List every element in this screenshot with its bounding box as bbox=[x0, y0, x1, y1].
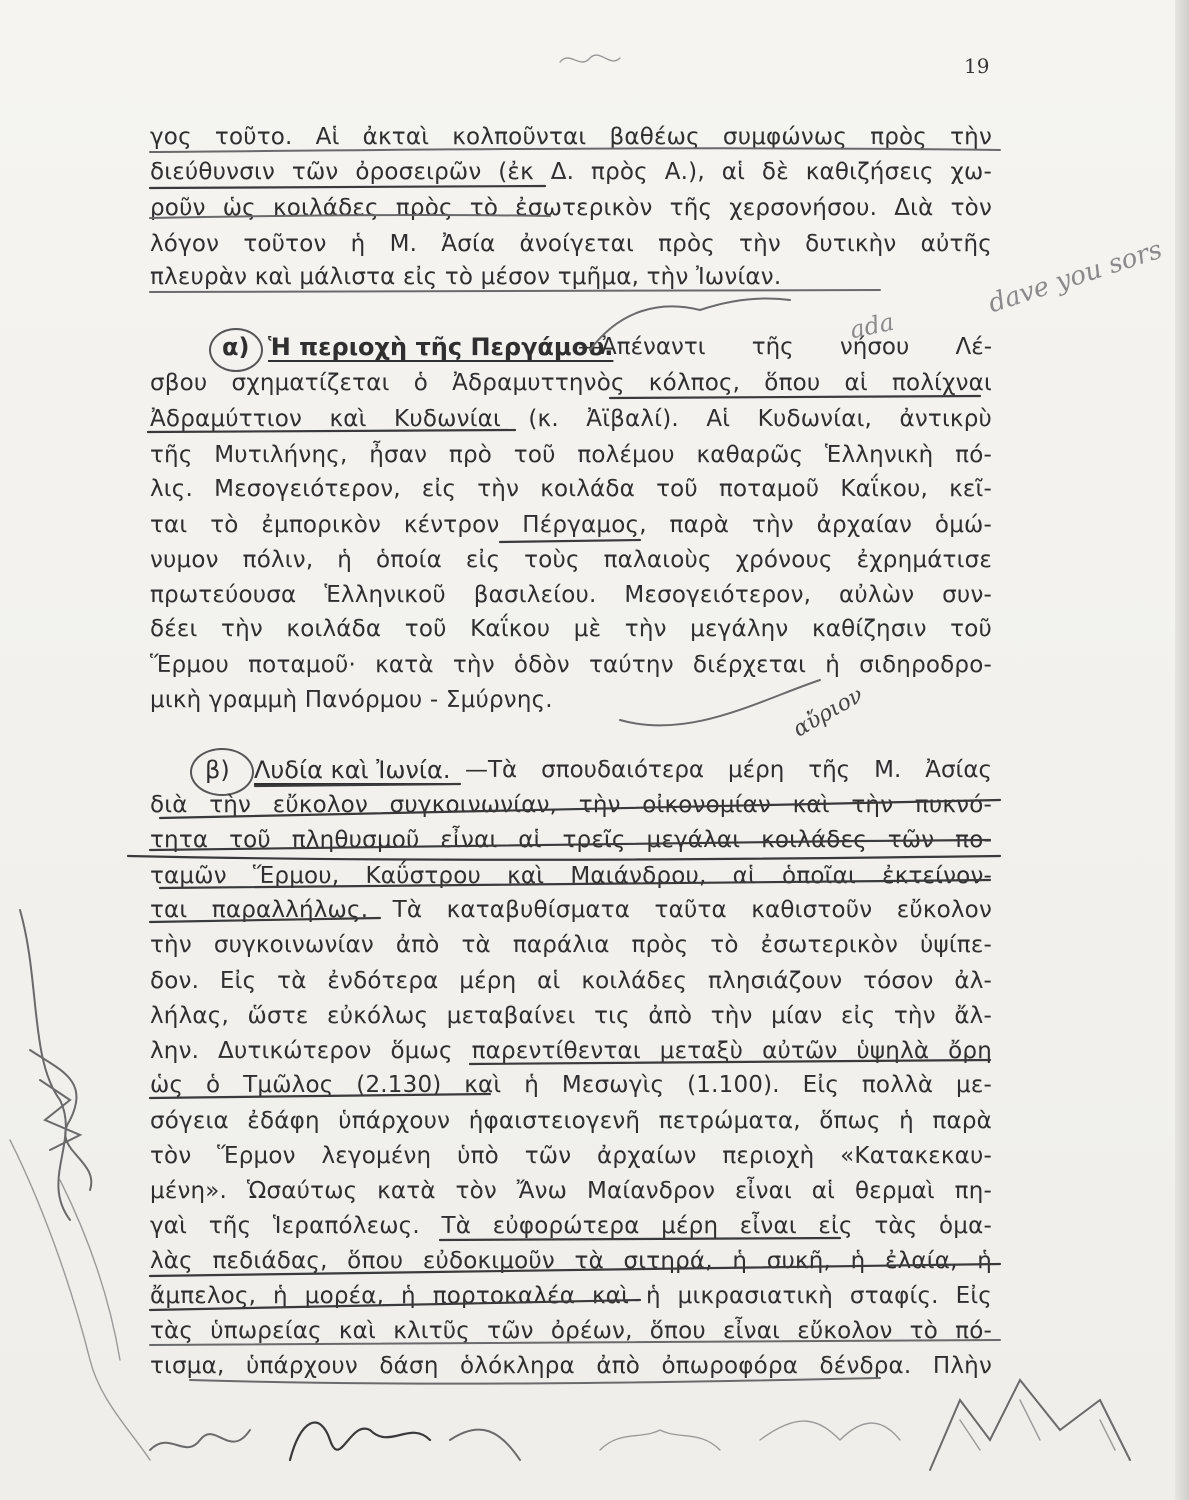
page-number: 19 bbox=[964, 54, 990, 78]
section-a-title: Ἡ περιοχὴ τῆς Περγάμου. bbox=[268, 333, 614, 361]
underline-stroke bbox=[150, 290, 880, 292]
mountain-doodle bbox=[960, 1400, 1115, 1450]
underline-stroke bbox=[150, 918, 380, 922]
pencil-scribble bbox=[620, 680, 820, 725]
text-line: τισμα, ὑπάρχουν δάση ὁλόκληρα ἀπὸ ὀπωροφόρα δένδρα. Πλὴν bbox=[150, 1353, 992, 1379]
text-line: Ἀδραμύττιον καὶ Κυδωνίαι (κ. Ἀϊβαλί). Αἱ Κυδωνίαι, ἀντικρὺ bbox=[150, 406, 992, 432]
pencil-scribble bbox=[60, 1180, 120, 1360]
underline-stroke bbox=[610, 396, 980, 398]
underline-stroke bbox=[148, 430, 515, 432]
text-line: τητα τοῦ πληθυσμοῦ εἶναι αἱ τρεῖς μεγάλαι κοιλάδες τῶν πο- bbox=[150, 827, 992, 853]
section-a-first-line: —Ἀπέναντι τῆς νήσου Λέ- bbox=[578, 334, 992, 360]
pencil-scribble bbox=[450, 1430, 520, 1460]
pencil-scribble bbox=[560, 55, 620, 62]
handwritten-margin-note: dave you sors bbox=[984, 234, 1166, 320]
text-line: τὸν Ἕρμον λεγομένη ὑπὸ τῶν ἀρχαίων περιοχὴ «Κατακεκαυ- bbox=[150, 1143, 992, 1169]
underline-stroke bbox=[128, 856, 1000, 860]
pencil-scribble bbox=[290, 1423, 430, 1460]
underline-stroke bbox=[150, 1300, 640, 1310]
text-line: λήλας, ὥστε εὐκόλως μεταβαίνει τις ἀπὸ τὴν μίαν εἰς τὴν ἄλ- bbox=[150, 1003, 992, 1029]
handwritten-note-ada: ada bbox=[847, 307, 897, 345]
section-b-first-line: —Τὰ σπουδαιότερα μέρη τῆς Μ. Ἀσίας bbox=[465, 757, 992, 783]
section-b-marker: β) bbox=[205, 756, 230, 784]
text-line: τῆς Μυτιλήνης, ἦσαν πρὸ τοῦ πολέμου καθαρῶς Ἑλληνικὴ πό- bbox=[150, 442, 992, 468]
text-line: γαὶ τῆς Ἱεραπόλεως. Τὰ εὐφορώτερα μέρη εἶναι εἰς τὰς ὁμα- bbox=[150, 1213, 992, 1239]
text-line: μένη». Ὡσαύτως κατὰ τὸν Ἄνω Μαίανδρον εἶναι αἱ θερμαὶ πη- bbox=[150, 1178, 992, 1204]
text-line: τὴν συγκοινωνίαν ἀπὸ τὰ παράλια πρὸς τὸ ἐσωτερικὸν ὑψίπε- bbox=[150, 932, 992, 958]
section-b-title: Λυδία καὶ Ἰωνία. bbox=[254, 756, 451, 784]
underline-stroke bbox=[470, 1060, 990, 1064]
text-line: δον. Εἰς τὰ ἐνδότερα μέρη αἱ κοιλάδες πλησιάζουν τόσον ἀλ- bbox=[150, 968, 992, 994]
underline-stroke bbox=[150, 1340, 1000, 1345]
mountain-doodle bbox=[930, 1380, 1130, 1470]
pencil-scribble bbox=[590, 298, 790, 350]
text-line: πλευρὰν καὶ μάλιστα εἰς τὸ μέσον τμῆμα, τὴν Ἰωνίαν. bbox=[150, 264, 782, 290]
text-line: ται τὸ ἐμπορικὸν κέντρον Πέργαμος, παρὰ τὴν ἀρχαίαν ὁμώ- bbox=[150, 512, 992, 538]
text-line: ὡς ὁ Τμῶλος (2.130) καὶ ἡ Μεσωγὶς (1.100). Εἰς πολλὰ με- bbox=[150, 1072, 992, 1098]
text-line: τὰς ὑπωρείας καὶ κλιτῦς τῶν ὀρέων, ὅπου εἶναι εὔκολον τὸ πό- bbox=[150, 1318, 992, 1344]
mountain-doodle bbox=[600, 1430, 720, 1450]
underline-stroke bbox=[255, 784, 460, 786]
underline-stroke bbox=[150, 215, 550, 218]
pencil-scribble bbox=[20, 910, 70, 1220]
text-line: διὰ τὴν εὔκολον συγκοινωνίαν, τὴν οἰκονομίαν καὶ τὴν πυκνό- bbox=[150, 792, 992, 818]
underline-stroke bbox=[150, 1094, 490, 1098]
underline-stroke bbox=[150, 1264, 1000, 1276]
underline-stroke bbox=[150, 840, 990, 850]
text-line: σβου σχηματίζεται ὁ Ἀδραμυττηνὸς κόλπος, ὅπου αἱ πολίχναι bbox=[150, 370, 992, 396]
underline-stroke bbox=[440, 1238, 840, 1240]
pencil-scribble bbox=[40, 1080, 80, 1150]
underline-stroke bbox=[190, 1378, 880, 1384]
text-line: Ἕρμου ποταμοῦ· κατὰ τὴν ὁδὸν ταύτην διέρχεται ἡ σιδηροδρο- bbox=[150, 652, 992, 678]
text-line: ται παραλλήλως. Τὰ καταβυθίσματα ταῦτα καθιστοῦν εὔκολον bbox=[150, 897, 992, 923]
text-line: ροῦν ὡς κοιλάδες πρὸς τὸ ἐσωτερικὸν τῆς χερσονήσου. Διὰ τὸν bbox=[150, 195, 992, 221]
text-line: λην. Δυτικώτερον ὅμως παρεντίθενται μεταξὺ αὐτῶν ὑψηλὰ ὄρη bbox=[150, 1038, 992, 1064]
text-line: ταμῶν Ἕρμου, Καΰστρου καὶ Μαιάνδρου, αἱ ὁποῖαι ἐκτείνον- bbox=[150, 863, 992, 889]
handwritten-note-avrion: αὔριον bbox=[788, 682, 868, 743]
text-line: γος τοῦτο. Αἱ ἀκταὶ κολποῦνται βαθέως συμφώνως πρὸς τὴν bbox=[150, 124, 992, 150]
text-line: ἄμπελος, ἡ μορέα, ἡ πορτοκαλέα καὶ ἡ μικρασιατικὴ σταφίς. Εἰς bbox=[150, 1283, 992, 1309]
pencil-scribble bbox=[150, 1430, 250, 1450]
underline-stroke bbox=[160, 800, 1000, 818]
text-line: λὰς πεδιάδας, ὅπου εὐδοκιμοῦν τὰ σιτηρά, ἡ συκῆ, ἡ ἐλαία, ἡ bbox=[150, 1248, 992, 1274]
text-line: διεύθυνσιν τῶν ὀροσειρῶν (ἐκ Δ. πρὸς Α.), αἱ δὲ καθιζήσεις χω- bbox=[150, 159, 992, 185]
text-line: σόγεια ἐδάφη ὑπάρχουν ἡφαιστειογενῆ πετρώματα, ὅπως ἡ παρὰ bbox=[150, 1108, 992, 1134]
underline-stroke bbox=[150, 186, 545, 188]
text-line: μικὴ γραμμὴ Πανόρμου - Σμύρνης. bbox=[150, 687, 553, 713]
section-a-marker: α) bbox=[222, 333, 250, 361]
text-line: λόγον τοῦτον ἡ Μ. Ἀσία ἀνοίγεται πρὸς τὴν δυτικὴν αὐτῆς bbox=[150, 231, 992, 257]
pencil-scribble bbox=[10, 1140, 150, 1460]
text-line: λις. Μεσογειότερον, εἰς τὴν κοιλάδα τοῦ ποταμοῦ Καΐκου, κεῖ- bbox=[150, 476, 992, 502]
text-line: δέει τὴν κοιλάδα τοῦ Καΐκου μὲ τὴν μεγάλην καθίζησιν τοῦ bbox=[150, 616, 992, 642]
underline-stroke bbox=[500, 540, 640, 542]
underline-stroke bbox=[150, 148, 1000, 152]
underline-stroke bbox=[160, 880, 990, 888]
text-line: πρωτεύουσα Ἑλληνικοῦ βασιλείου. Μεσογειότερον, αὐλὼν συν- bbox=[150, 582, 992, 608]
mountain-doodle bbox=[760, 1421, 900, 1440]
text-line: νυμον πόλιν, ἡ ὁποία εἰς τοὺς παλαιοὺς χρόνους ἐχρημάτισε bbox=[150, 547, 992, 573]
